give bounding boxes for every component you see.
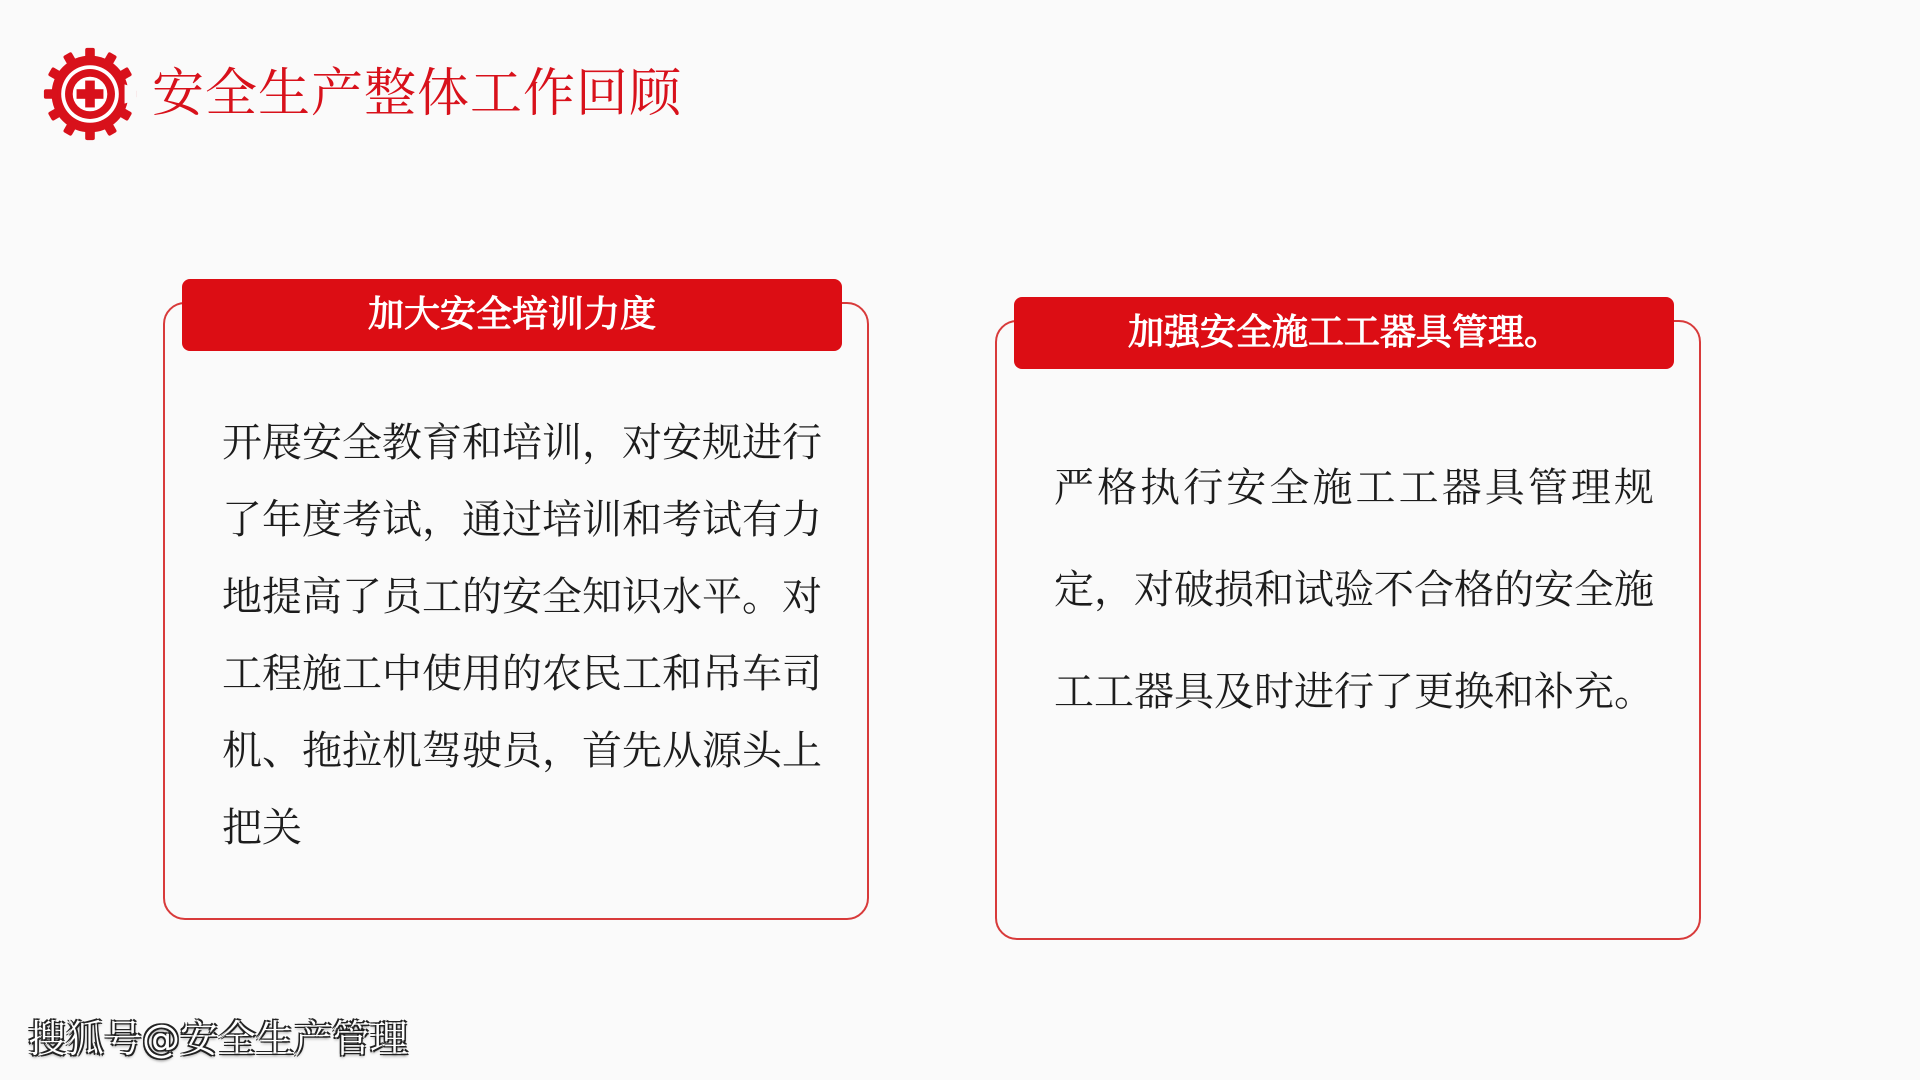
card-training-body: 开展安全教育和培训，对安规进行了年度考试，通过培训和考试有力地提高了员工的安全知识水平。对工程施工中使用的农民工和吊车司机、拖拉机驾驶员，首先从源头上把关 <box>222 420 822 851</box>
safety-cross-gear-icon <box>42 46 138 142</box>
page-title: 安全生产整体工作回顾 <box>152 64 683 124</box>
card-training-title: 加大安全培训力度 <box>182 279 842 351</box>
card-tools-title: 加强安全施工工器具管理。 <box>1014 297 1674 369</box>
card-tools-body: 严格执行安全施工工器具管理规定，对破损和试验不合格的安全施工工器具及时进行了更换和补充。 <box>1054 465 1654 715</box>
watermark: 搜狐号@安全生产管理 <box>28 1017 409 1061</box>
